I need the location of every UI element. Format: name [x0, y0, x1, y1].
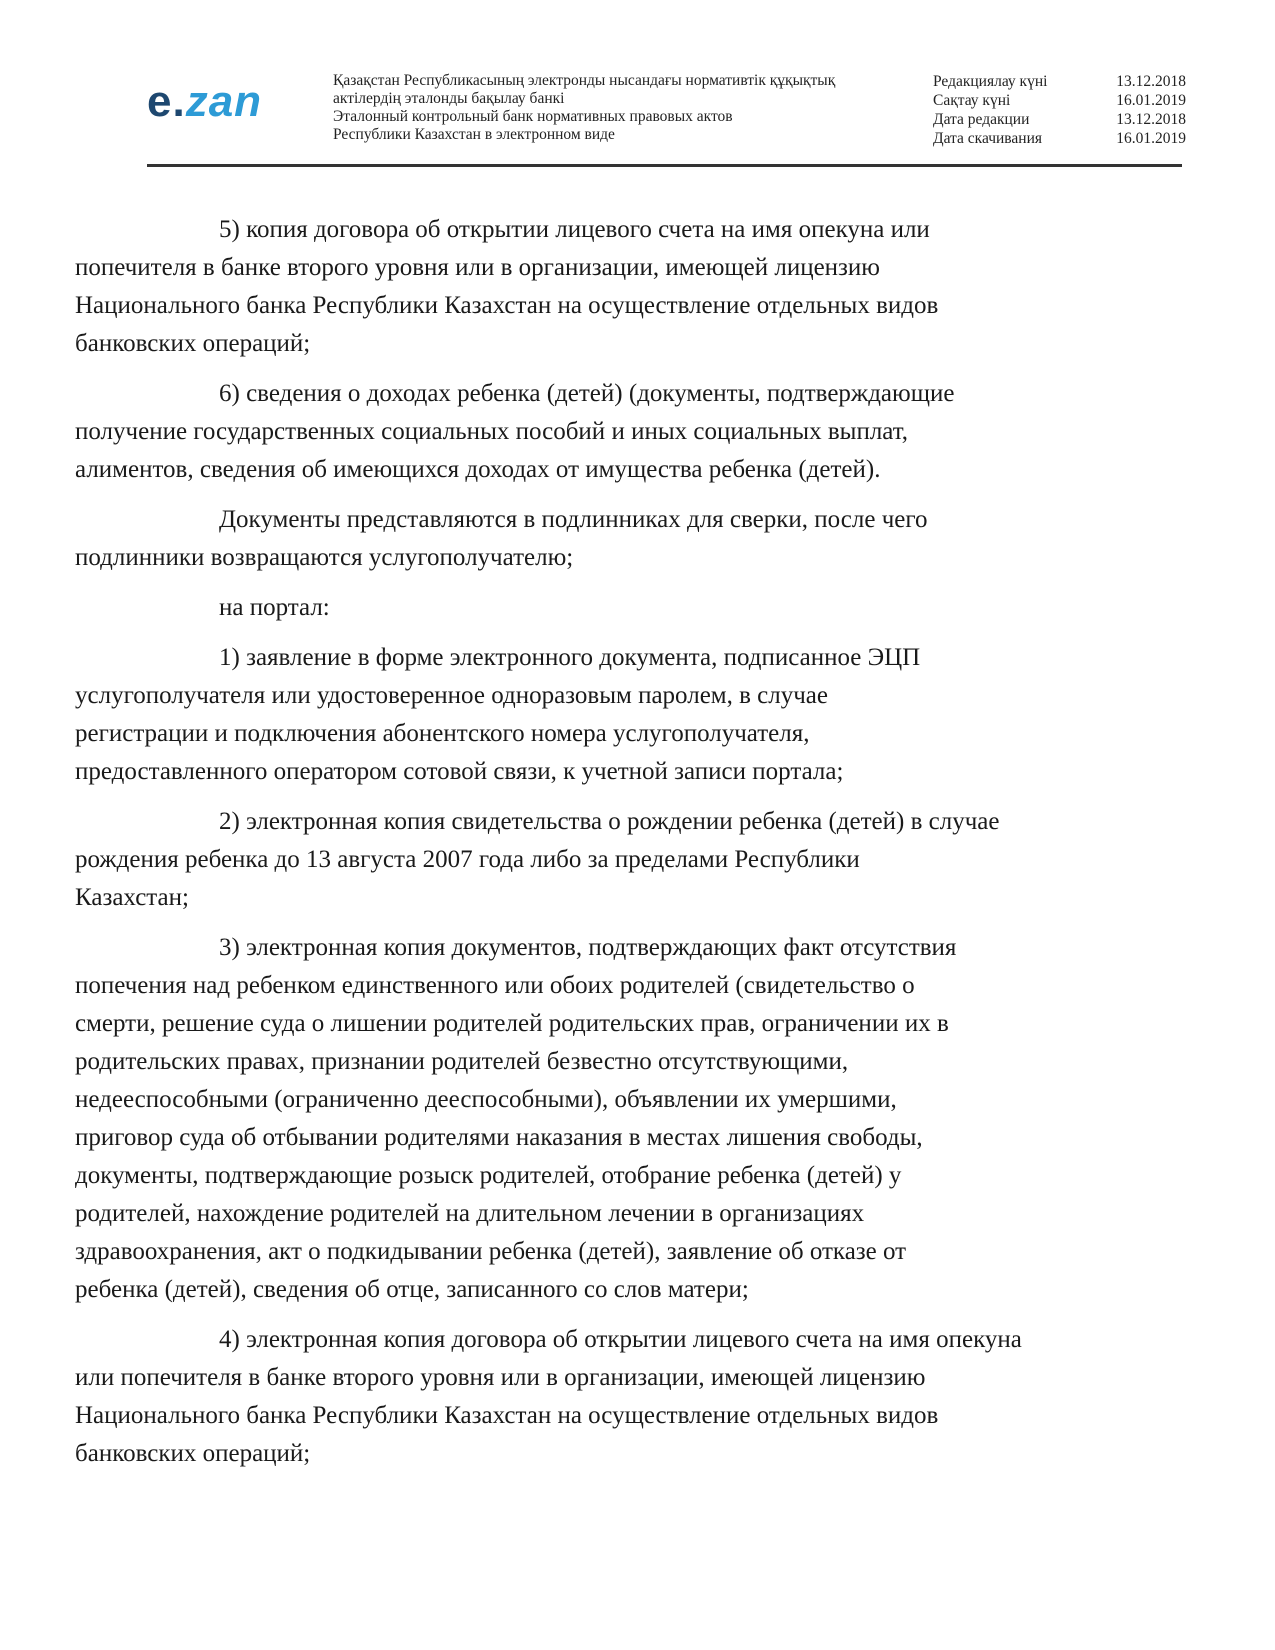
header-title-line: Эталонный контрольный банк нормативных правовых актов: [333, 108, 733, 125]
meta-row: [933, 129, 1186, 148]
meta-row: [933, 72, 1186, 91]
paragraph-line: 3) электронная копия документов, подтверждающих факт отсутствия: [219, 934, 957, 961]
meta-value: 16.01.2019: [1116, 130, 1186, 147]
paragraph-line: Казахстан;: [75, 884, 189, 911]
paragraph-line: алиментов, сведения об имеющихся доходах от имущества ребенка (детей).: [75, 456, 881, 483]
paragraph-line: подлинники возвращаются услугополучателю;: [75, 544, 574, 571]
paragraph-line: или попечителя в банке второго уровня или в организации, имеющей лицензию: [75, 1364, 926, 1391]
paragraph-line: попечителя в банке второго уровня или в организации, имеющей лицензию: [75, 254, 880, 281]
body-paragraph: [75, 929, 1182, 1309]
ezan-logo: e.zan: [147, 77, 263, 126]
paragraph-line: 2) электронная копия свидетельства о рождении ребенка (детей) в случае: [219, 808, 1000, 835]
paragraph-line: здравоохранения, акт о подкидывании ребенка (детей), заявление об отказе от: [75, 1238, 907, 1265]
paragraph-line: родителей, нахождение родителей на длительном лечении в организациях: [75, 1200, 865, 1227]
meta-label: Дата скачивания: [933, 130, 1043, 147]
paragraph-line: попечения над ребенком единственного или обоих родителей (свидетельство о: [75, 972, 915, 999]
document-header: [147, 66, 1186, 166]
body-paragraph: [75, 211, 1182, 363]
meta-value: 16.01.2019: [1116, 92, 1186, 109]
meta-value: 13.12.2018: [1116, 73, 1186, 90]
paragraph-line: на портал:: [219, 594, 330, 621]
meta-label: Дата редакции: [933, 111, 1030, 128]
body-paragraph: [75, 803, 1182, 917]
meta-row: [933, 91, 1186, 110]
meta-label: Редакциялау күні: [933, 73, 1048, 90]
document-body: [75, 211, 1182, 1485]
body-paragraph: [75, 375, 1182, 489]
paragraph-line: банковских операций;: [75, 330, 311, 357]
paragraph-line: 5) копия договора об открытии лицевого счета на имя опекуна или: [219, 216, 930, 243]
body-paragraph: [147, 589, 1182, 627]
body-paragraph: [75, 1321, 1182, 1473]
paragraph-line: рождения ребенка до 13 августа 2007 года либо за пределами Республики: [75, 846, 860, 873]
header-title: [333, 72, 893, 144]
paragraph-line: банковских операций;: [75, 1440, 311, 1467]
paragraph-line: регистрации и подключения абонентского номера услугополучателя,: [75, 720, 810, 747]
paragraph-line: Национального банка Республики Казахстан на осуществление отдельных видов: [75, 292, 939, 319]
body-paragraph: [75, 501, 1182, 577]
paragraph-line: родительских правах, признании родителей безвестно отсутствующими,: [75, 1048, 849, 1075]
paragraph-line: Документы представляются в подлинниках для сверки, после чего: [219, 506, 928, 533]
paragraph-line: документы, подтверждающие розыск родителей, отобрание ребенка (детей) у: [75, 1162, 902, 1189]
paragraph-line: недееспособными (ограниченно дееспособными), объявлении их умершими,: [75, 1086, 897, 1113]
paragraph-line: получение государственных социальных пособий и иных социальных выплат,: [75, 418, 909, 445]
paragraph-line: Национального банка Республики Казахстан на осуществление отдельных видов: [75, 1402, 939, 1429]
header-divider: [147, 164, 1182, 167]
paragraph-line: 1) заявление в форме электронного документа, подписанное ЭЦП: [219, 644, 921, 671]
header-title-line: Қазақстан Республикасының электронды нысандағы нормативтік құқықтық: [333, 72, 836, 89]
paragraph-line: ребенка (детей), сведения об отце, записанного со слов матери;: [75, 1276, 749, 1303]
paragraph-line: 4) электронная копия договора об открытии лицевого счета на имя опекуна: [219, 1326, 1022, 1353]
paragraph-line: 6) сведения о доходах ребенка (детей) (документы, подтверждающие: [219, 380, 955, 407]
header-dates: [933, 72, 1186, 148]
paragraph-line: предоставленного оператором сотовой связи, к учетной записи портала;: [75, 758, 844, 785]
header-title-line: актілердің эталонды бақылау банкі: [333, 90, 565, 107]
meta-value: 13.12.2018: [1116, 111, 1186, 128]
meta-label: Сақтау күні: [933, 92, 1011, 109]
paragraph-line: услугополучателя или удостоверенное одноразовым паролем, в случае: [75, 682, 829, 709]
paragraph-line: смерти, решение суда о лишении родителей родительских прав, ограничении их в: [75, 1010, 949, 1037]
header-title-line: Республики Казахстан в электронном виде: [333, 126, 615, 143]
paragraph-line: приговор суда об отбывании родителями наказания в местах лишения свободы,: [75, 1124, 923, 1151]
meta-row: [933, 110, 1186, 129]
body-paragraph: [75, 639, 1182, 791]
